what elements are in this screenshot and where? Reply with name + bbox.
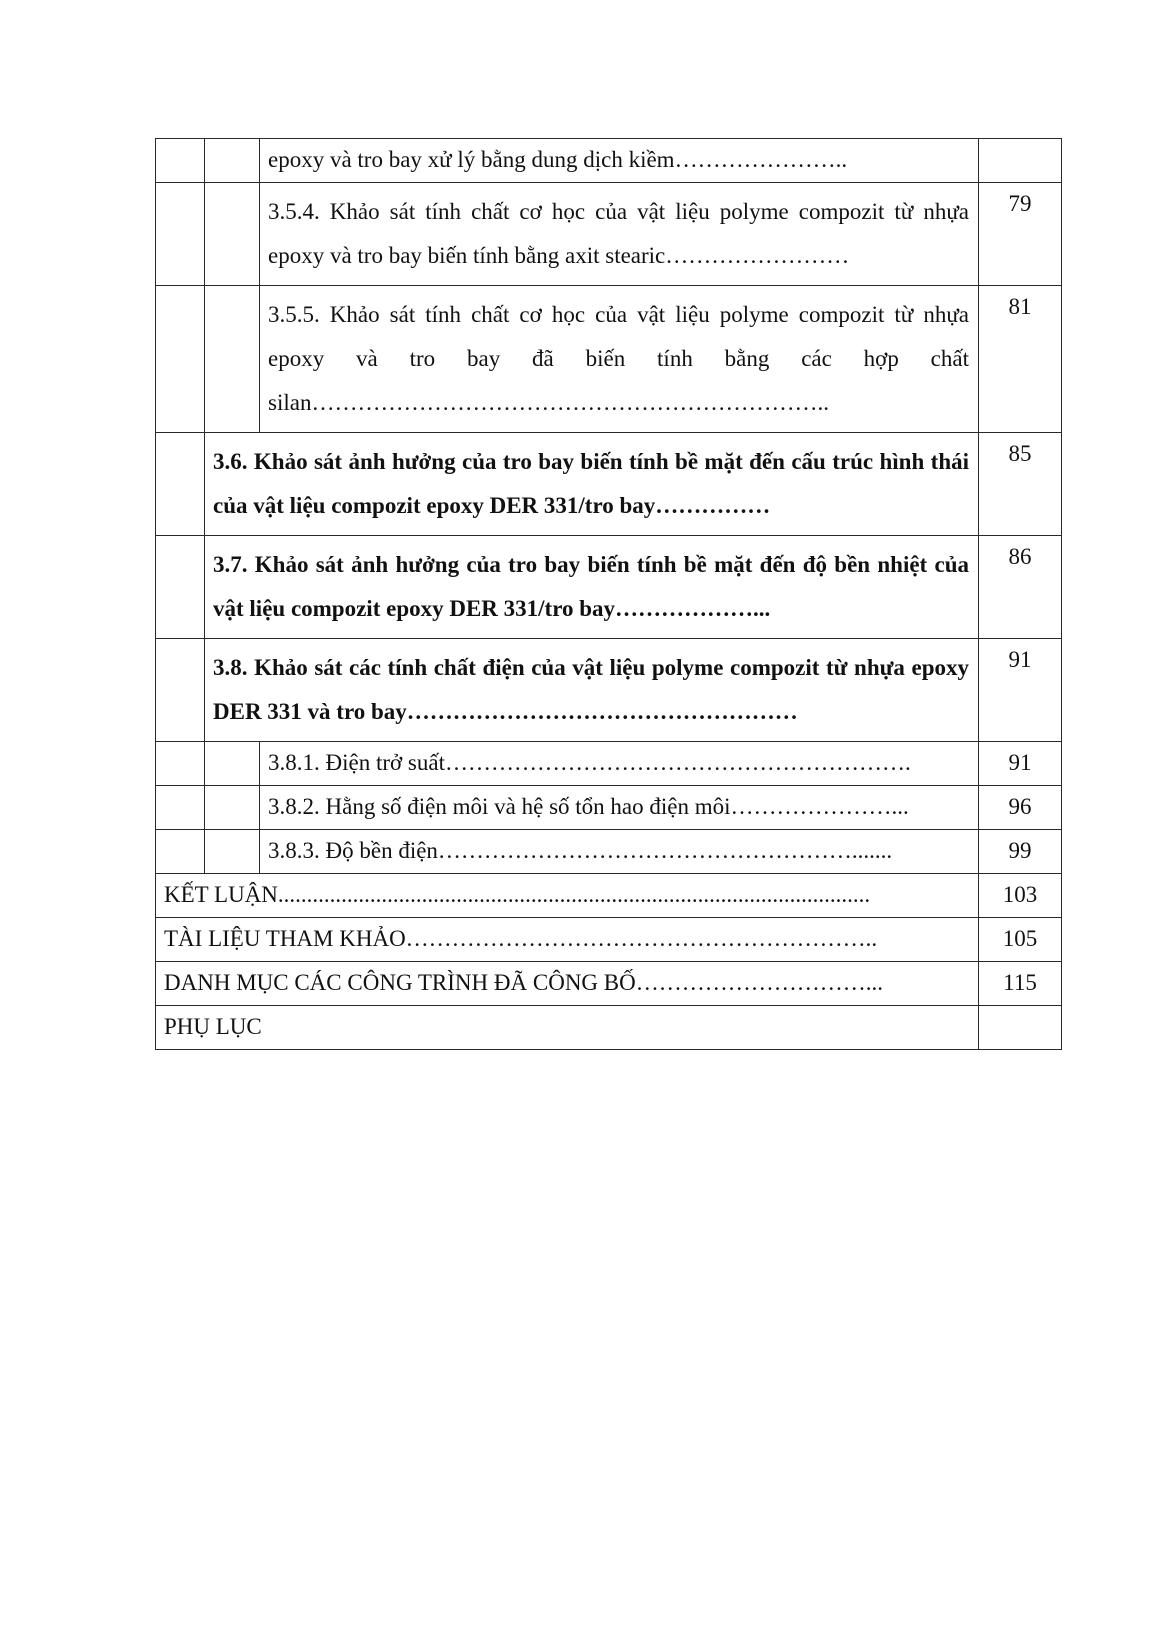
toc-row (156, 639, 1062, 742)
toc-entry-title[interactable]: DANH MỤC CÁC CÔNG TRÌNH ĐÃ CÔNG BỐ…………………………... (156, 962, 979, 1006)
indent-cell (156, 433, 205, 536)
indent-cell (205, 139, 260, 183)
toc-entry-page: 105 (979, 918, 1062, 962)
toc-entry-title[interactable]: 3.8. Khảo sát các tính chất điện của vật liệu polyme compozit từ nhựa epoxy DER 331 và tro bay…………………………………………… (205, 639, 979, 742)
toc-entry-page (979, 139, 1062, 183)
toc-entry-title[interactable]: TÀI LIỆU THAM KHẢO…………………………………………………….. (156, 918, 979, 962)
toc-entry-title[interactable]: 3.8.3. Độ bền điện………………………………………………....... (260, 830, 979, 874)
indent-cell (205, 183, 260, 286)
indent-cell (205, 830, 260, 874)
toc-entry-title[interactable]: KẾT LUẬN....................................................................................................... (156, 874, 979, 918)
indent-cell (156, 742, 205, 786)
toc-entry-title[interactable]: 3.5.5. Khảo sát tính chất cơ học của vật liệu polyme compozit từ nhựa epoxy và tro bay đã biến tính bằng các hợp chất silan………………………………………………………….. (260, 286, 979, 433)
toc-entry-title[interactable]: 3.7. Khảo sát ảnh hưởng của tro bay biến tính bề mặt đến độ bền nhiệt của vật liệu compozit epoxy DER 331/tro bay………………... (205, 536, 979, 639)
toc-entry-title[interactable]: 3.8.1. Điện trở suất……………………………………………………. (260, 742, 979, 786)
toc-row (156, 183, 1062, 286)
indent-cell (156, 286, 205, 433)
toc-entry-title[interactable]: 3.8.2. Hằng số điện môi và hệ số tổn hao điện môi…………………... (260, 786, 979, 830)
indent-cell (156, 139, 205, 183)
toc-row (156, 286, 1062, 433)
indent-cell (156, 183, 205, 286)
toc-row (156, 830, 1062, 874)
toc-row (156, 433, 1062, 536)
toc-entry-page: 81 (979, 286, 1062, 433)
toc-entry-page: 91 (979, 639, 1062, 742)
toc-entry-page: 115 (979, 962, 1062, 1006)
indent-cell (156, 536, 205, 639)
toc-row (156, 536, 1062, 639)
toc-entry-page: 79 (979, 183, 1062, 286)
toc-row (156, 918, 1062, 962)
toc-entry-page: 96 (979, 786, 1062, 830)
toc-entry-title[interactable]: epoxy và tro bay xử lý bằng dung dịch kiềm………………….. (260, 139, 979, 183)
table-of-contents (155, 138, 1062, 1050)
toc-entry-page: 86 (979, 536, 1062, 639)
toc-entry-page: 91 (979, 742, 1062, 786)
toc-row (156, 962, 1062, 1006)
toc-row (156, 874, 1062, 918)
toc-entry-page: 99 (979, 830, 1062, 874)
toc-row (156, 139, 1062, 183)
toc-entry-page: 85 (979, 433, 1062, 536)
indent-cell (205, 786, 260, 830)
toc-entry-title[interactable]: 3.6. Khảo sát ảnh hưởng của tro bay biến tính bề mặt đến cấu trúc hình thái của vật liệu compozit epoxy DER 331/tro bay…………… (205, 433, 979, 536)
toc-entry-title[interactable]: 3.5.4. Khảo sát tính chất cơ học của vật liệu polyme compozit từ nhựa epoxy và tro bay biến tính bằng axit stearic…………………… (260, 183, 979, 286)
indent-cell (156, 639, 205, 742)
toc-entry-page: 103 (979, 874, 1062, 918)
toc-row (156, 786, 1062, 830)
indent-cell (156, 830, 205, 874)
indent-cell (205, 742, 260, 786)
toc-row (156, 1006, 1062, 1050)
toc-row (156, 742, 1062, 786)
indent-cell (156, 786, 205, 830)
toc-entry-page (979, 1006, 1062, 1050)
indent-cell (205, 286, 260, 433)
toc-entry-title[interactable]: PHỤ LỤC (156, 1006, 979, 1050)
